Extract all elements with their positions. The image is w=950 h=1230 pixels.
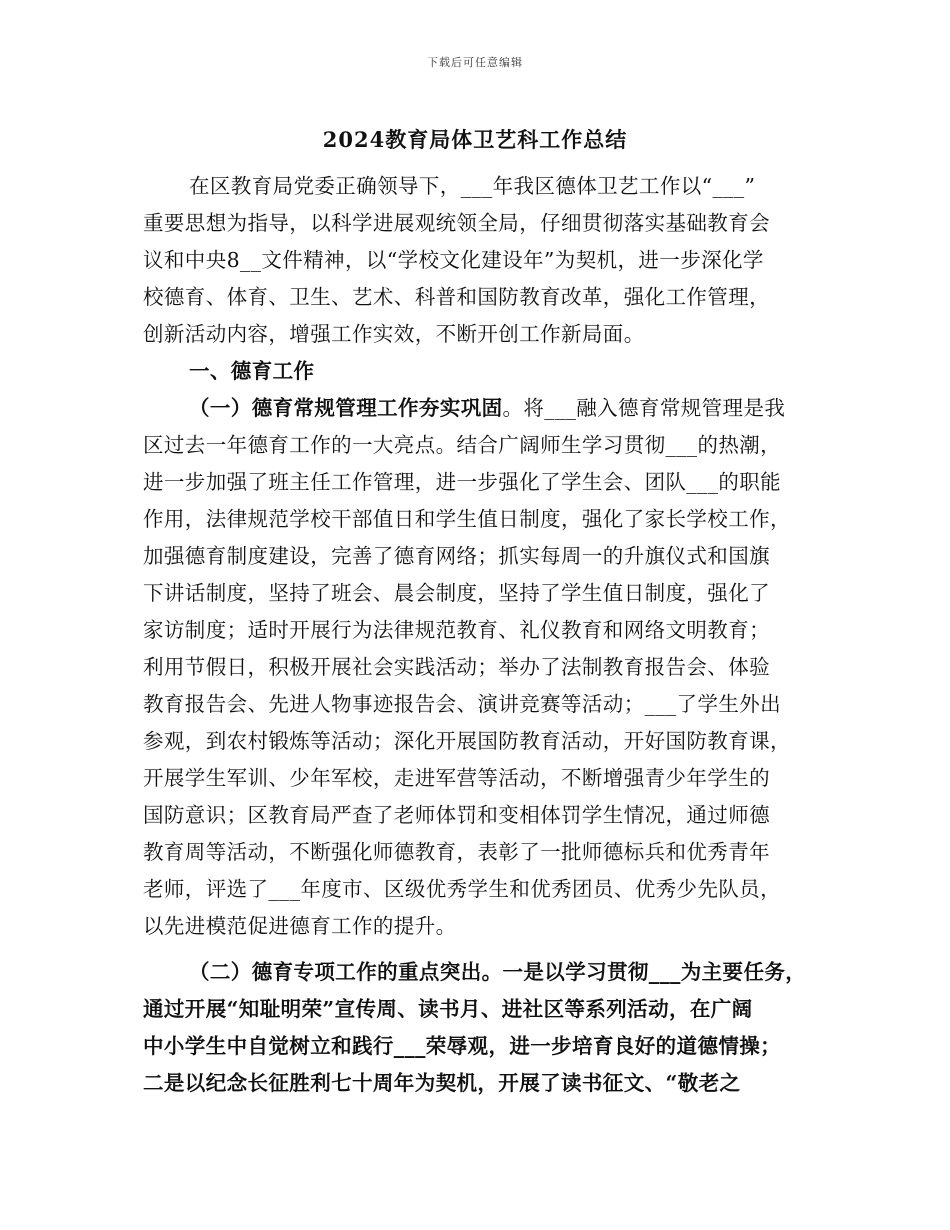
paragraph-line: 国防意识；区教育局严查了老师体罚和变相体罚学生情况，通过师德 xyxy=(143,803,770,827)
paragraph-spacer xyxy=(143,945,811,954)
subsection-2-line: 二是以纪念长征胜利七十周年为契机，开展了读书征文、“敬老之 xyxy=(143,1071,741,1095)
subsection-1-heading: （一）德育常规管理工作夯实巩固 xyxy=(189,396,503,420)
subsection-1-first-line xyxy=(143,390,811,427)
paragraph-line: 家访制度；适时开展行为法律规范教育、礼仪教育和网络文明教育； xyxy=(143,618,770,642)
paragraph-line: 参观，到农村锻炼等活动；深化开展国防教育活动，开好国防教育课， xyxy=(143,729,791,753)
intro-line: 重要思想为指导，以科学进展观统领全局，仔细贯彻落实基础教育会 xyxy=(143,211,770,235)
intro-line: 创新活动内容，增强工作实效，不断开创工作新局面。 xyxy=(143,322,645,346)
document-title: 2024教育局体卫艺科工作总结 xyxy=(322,127,628,152)
paragraph-line: 进一步加强了班主任工作管理，进一步强化了学生会、团队___的职能 xyxy=(143,470,782,494)
document-body xyxy=(143,168,811,1102)
header-note: 下载后可任意编辑 xyxy=(427,56,523,69)
paragraph-line: 教育报告会、先进人物事迹报告会、演讲竞赛等活动；___了学生外出 xyxy=(143,692,782,716)
paragraph-line: 作用，法律规范学校干部值日和学生值日制度，强化了家长学校工作， xyxy=(143,507,791,531)
intro-line: 议和中央8__文件精神，以“学校文化建设年”为契机，进一步深化学 xyxy=(143,248,764,272)
paragraph-line: 教育周等活动，不断强化师德教育，表彰了一批师德标兵和优秀青年 xyxy=(143,840,770,864)
paragraph-line: 利用节假日，积极开展社会实践活动；举办了法制教育报告会、体验 xyxy=(143,655,770,679)
subsection-2-line: （二）德育专项工作的重点突出。一是以学习贯彻___为主要任务， xyxy=(189,960,807,984)
paragraph-line: 加强德育制度建设，完善了德育网络；抓实每周一的升旗仪式和国旗 xyxy=(143,544,770,568)
subsection-2-line: 中小学生中自觉树立和践行___荣辱观，进一步培育良好的道德情操； xyxy=(143,1034,782,1058)
subsection-1-lead-text: 。将___融入德育常规管理是我 xyxy=(502,396,786,420)
section-heading: 一、德育工作 xyxy=(189,359,315,383)
subsection-2-line: 通过开展“知耻明荣”宣传周、读书月、进社区等系列活动，在广阔 xyxy=(143,997,753,1021)
paragraph-line: 老师，评选了___年度市、区级优秀学生和优秀团员、优秀少先队员， xyxy=(143,877,782,901)
paragraph-line: 以先进模范促进德育工作的提升。 xyxy=(143,914,457,938)
paragraph-line: 开展学生军训、少年军校，走进军营等活动，不断增强青少年学生的 xyxy=(143,766,770,790)
intro-line: 校德育、体育、卫生、艺术、科普和国防教育改革，强化工作管理， xyxy=(143,285,770,309)
intro-line: 在区教育局党委正确领导下，___年我区德体卫艺工作以“___” xyxy=(189,174,756,198)
paragraph-line: 区过去一年德育工作的一大亮点。结合广阔师生学习贯彻___的热潮， xyxy=(143,433,782,457)
paragraph-line: 下讲话制度，坚持了班会、晨会制度，坚持了学生值日制度，强化了 xyxy=(143,581,770,605)
